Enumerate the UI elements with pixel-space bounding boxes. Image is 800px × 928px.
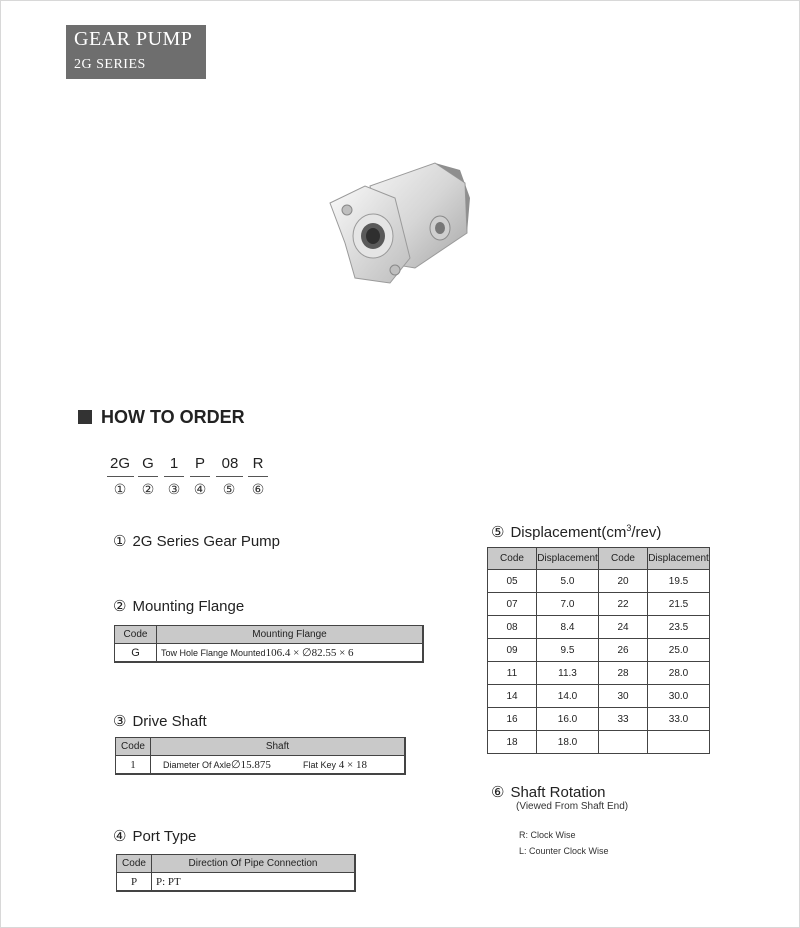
axle-text: Diameter Of Axle <box>163 760 232 770</box>
code-marker: ④ <box>193 481 207 497</box>
code-underline <box>248 476 268 477</box>
code-cell: 33 <box>599 708 648 731</box>
table-row <box>488 685 710 708</box>
code-part-shaft: 1 <box>169 455 179 472</box>
displacement-cell: 11.3 <box>537 662 599 685</box>
displacement-cell: 5.0 <box>537 570 599 593</box>
displacement-cell: 16.0 <box>537 708 599 731</box>
item1-label: 2G Series Gear Pump <box>132 533 281 550</box>
code-cell: 18 <box>488 731 537 754</box>
port-type-table <box>116 854 356 892</box>
code-cell: 08 <box>488 616 537 639</box>
displacement-cell: 8.4 <box>537 616 599 639</box>
code-part-port: P <box>194 455 205 472</box>
table-row <box>488 708 710 731</box>
code-cell: 26 <box>599 639 648 662</box>
item6-marker: ⑥ <box>491 784 505 801</box>
code-cell: 24 <box>599 616 648 639</box>
table-row <box>488 616 710 639</box>
code-marker: ① <box>113 481 127 497</box>
item5-heading <box>491 523 661 541</box>
flange-desc-value: 106.4 × ∅82.55 × 6 <box>265 647 354 659</box>
item4-label: Port Type <box>132 828 197 845</box>
code-marker: ③ <box>167 481 181 497</box>
col-shaft: Shaft <box>151 738 406 756</box>
code-cell: 22 <box>599 593 648 616</box>
item5-label-sup: 3 <box>626 523 632 533</box>
code-cell: 05 <box>488 570 537 593</box>
rotation-option-l: L: Counter Clock Wise <box>519 846 609 856</box>
code-part-displacement: 08 <box>221 455 239 472</box>
col-displacement: Displacement <box>537 548 599 570</box>
code-cell: 11 <box>488 662 537 685</box>
code-underline <box>138 476 158 477</box>
displacement-cell: 30.0 <box>648 685 710 708</box>
col-mounting-flange: Mounting Flange <box>157 626 424 644</box>
shaft-code: 1 <box>116 756 151 775</box>
col-code: Code <box>117 855 152 873</box>
page-title: GEAR PUMP <box>74 28 193 50</box>
displacement-cell: 23.5 <box>648 616 710 639</box>
code-cell: 20 <box>599 570 648 593</box>
col-code: Code <box>599 548 648 570</box>
section-title: HOW TO ORDER <box>101 407 245 427</box>
item2-marker: ② <box>113 598 127 615</box>
item3-marker: ③ <box>113 713 127 730</box>
displacement-cell: 9.5 <box>537 639 599 662</box>
code-cell: 30 <box>599 685 648 708</box>
code-marker: ⑥ <box>251 481 265 497</box>
code-underline <box>164 476 184 477</box>
table-row <box>488 570 710 593</box>
code-cell: 16 <box>488 708 537 731</box>
item5-label: Displacement(cm <box>510 524 627 541</box>
code-marker: ② <box>141 481 155 497</box>
code-cell: 07 <box>488 593 537 616</box>
displacement-table <box>487 547 710 754</box>
displacement-cell: 28.0 <box>648 662 710 685</box>
displacement-cell: 21.5 <box>648 593 710 616</box>
code-part-rotation: R <box>252 455 264 472</box>
displacement-cell: 19.5 <box>648 570 710 593</box>
item1-heading <box>113 532 280 550</box>
code-underline <box>107 476 134 477</box>
axle-value: ∅15.875 <box>231 759 271 771</box>
displacement-cell: 33.0 <box>648 708 710 731</box>
shaft-desc <box>151 756 406 775</box>
code-cell: 28 <box>599 662 648 685</box>
key-value: 4 × 18 <box>338 759 368 771</box>
code-cell <box>599 731 648 754</box>
item4-heading <box>113 827 196 845</box>
port-desc: P: PT <box>152 873 356 892</box>
item3-label: Drive Shaft <box>132 713 207 730</box>
item4-marker: ④ <box>113 828 127 845</box>
code-cell: 14 <box>488 685 537 708</box>
item1-marker: ① <box>113 533 127 550</box>
key-text: Flat Key <box>303 760 337 770</box>
table-row <box>488 639 710 662</box>
code-underline <box>190 476 210 477</box>
item2-label: Mounting Flange <box>132 598 245 615</box>
displacement-cell: 14.0 <box>537 685 599 708</box>
code-part-flange: G <box>142 455 154 472</box>
rotation-option-r: R: Clock Wise <box>519 830 576 840</box>
item5-label-end: /rev) <box>631 524 662 541</box>
col-code: Code <box>116 738 151 756</box>
gear-pump-product-image <box>325 158 475 293</box>
displacement-rows <box>488 570 710 754</box>
col-pipe-connection: Direction Of Pipe Connection <box>152 855 356 873</box>
displacement-cell: 18.0 <box>537 731 599 754</box>
page-subtitle: 2G SERIES <box>74 57 146 72</box>
section-marker <box>78 410 92 424</box>
item6-sublabel: (Viewed From Shaft End) <box>516 801 629 812</box>
col-displacement: Displacement <box>648 548 710 570</box>
displacement-cell <box>648 731 710 754</box>
table-row <box>488 731 710 754</box>
table-row <box>488 662 710 685</box>
flange-desc-text: Tow Hole Flange Mounted <box>161 648 266 658</box>
item6-label: Shaft Rotation <box>510 784 606 801</box>
displacement-cell: 7.0 <box>537 593 599 616</box>
item5-marker: ⑤ <box>491 524 505 541</box>
col-code: Code <box>115 626 157 644</box>
code-underline <box>216 476 243 477</box>
flange-desc <box>157 644 424 663</box>
title-banner <box>66 25 206 79</box>
item3-heading <box>113 712 207 730</box>
table-row <box>488 593 710 616</box>
col-code: Code <box>488 548 537 570</box>
displacement-cell: 25.0 <box>648 639 710 662</box>
code-cell: 09 <box>488 639 537 662</box>
flange-code: G <box>115 644 157 663</box>
code-part-series: 2G <box>109 455 130 472</box>
item2-heading <box>113 597 244 615</box>
mounting-flange-table <box>114 625 424 663</box>
item6-heading <box>491 783 606 801</box>
port-code: P <box>117 873 152 892</box>
code-marker: ⑤ <box>222 481 236 497</box>
drive-shaft-table <box>115 737 406 775</box>
